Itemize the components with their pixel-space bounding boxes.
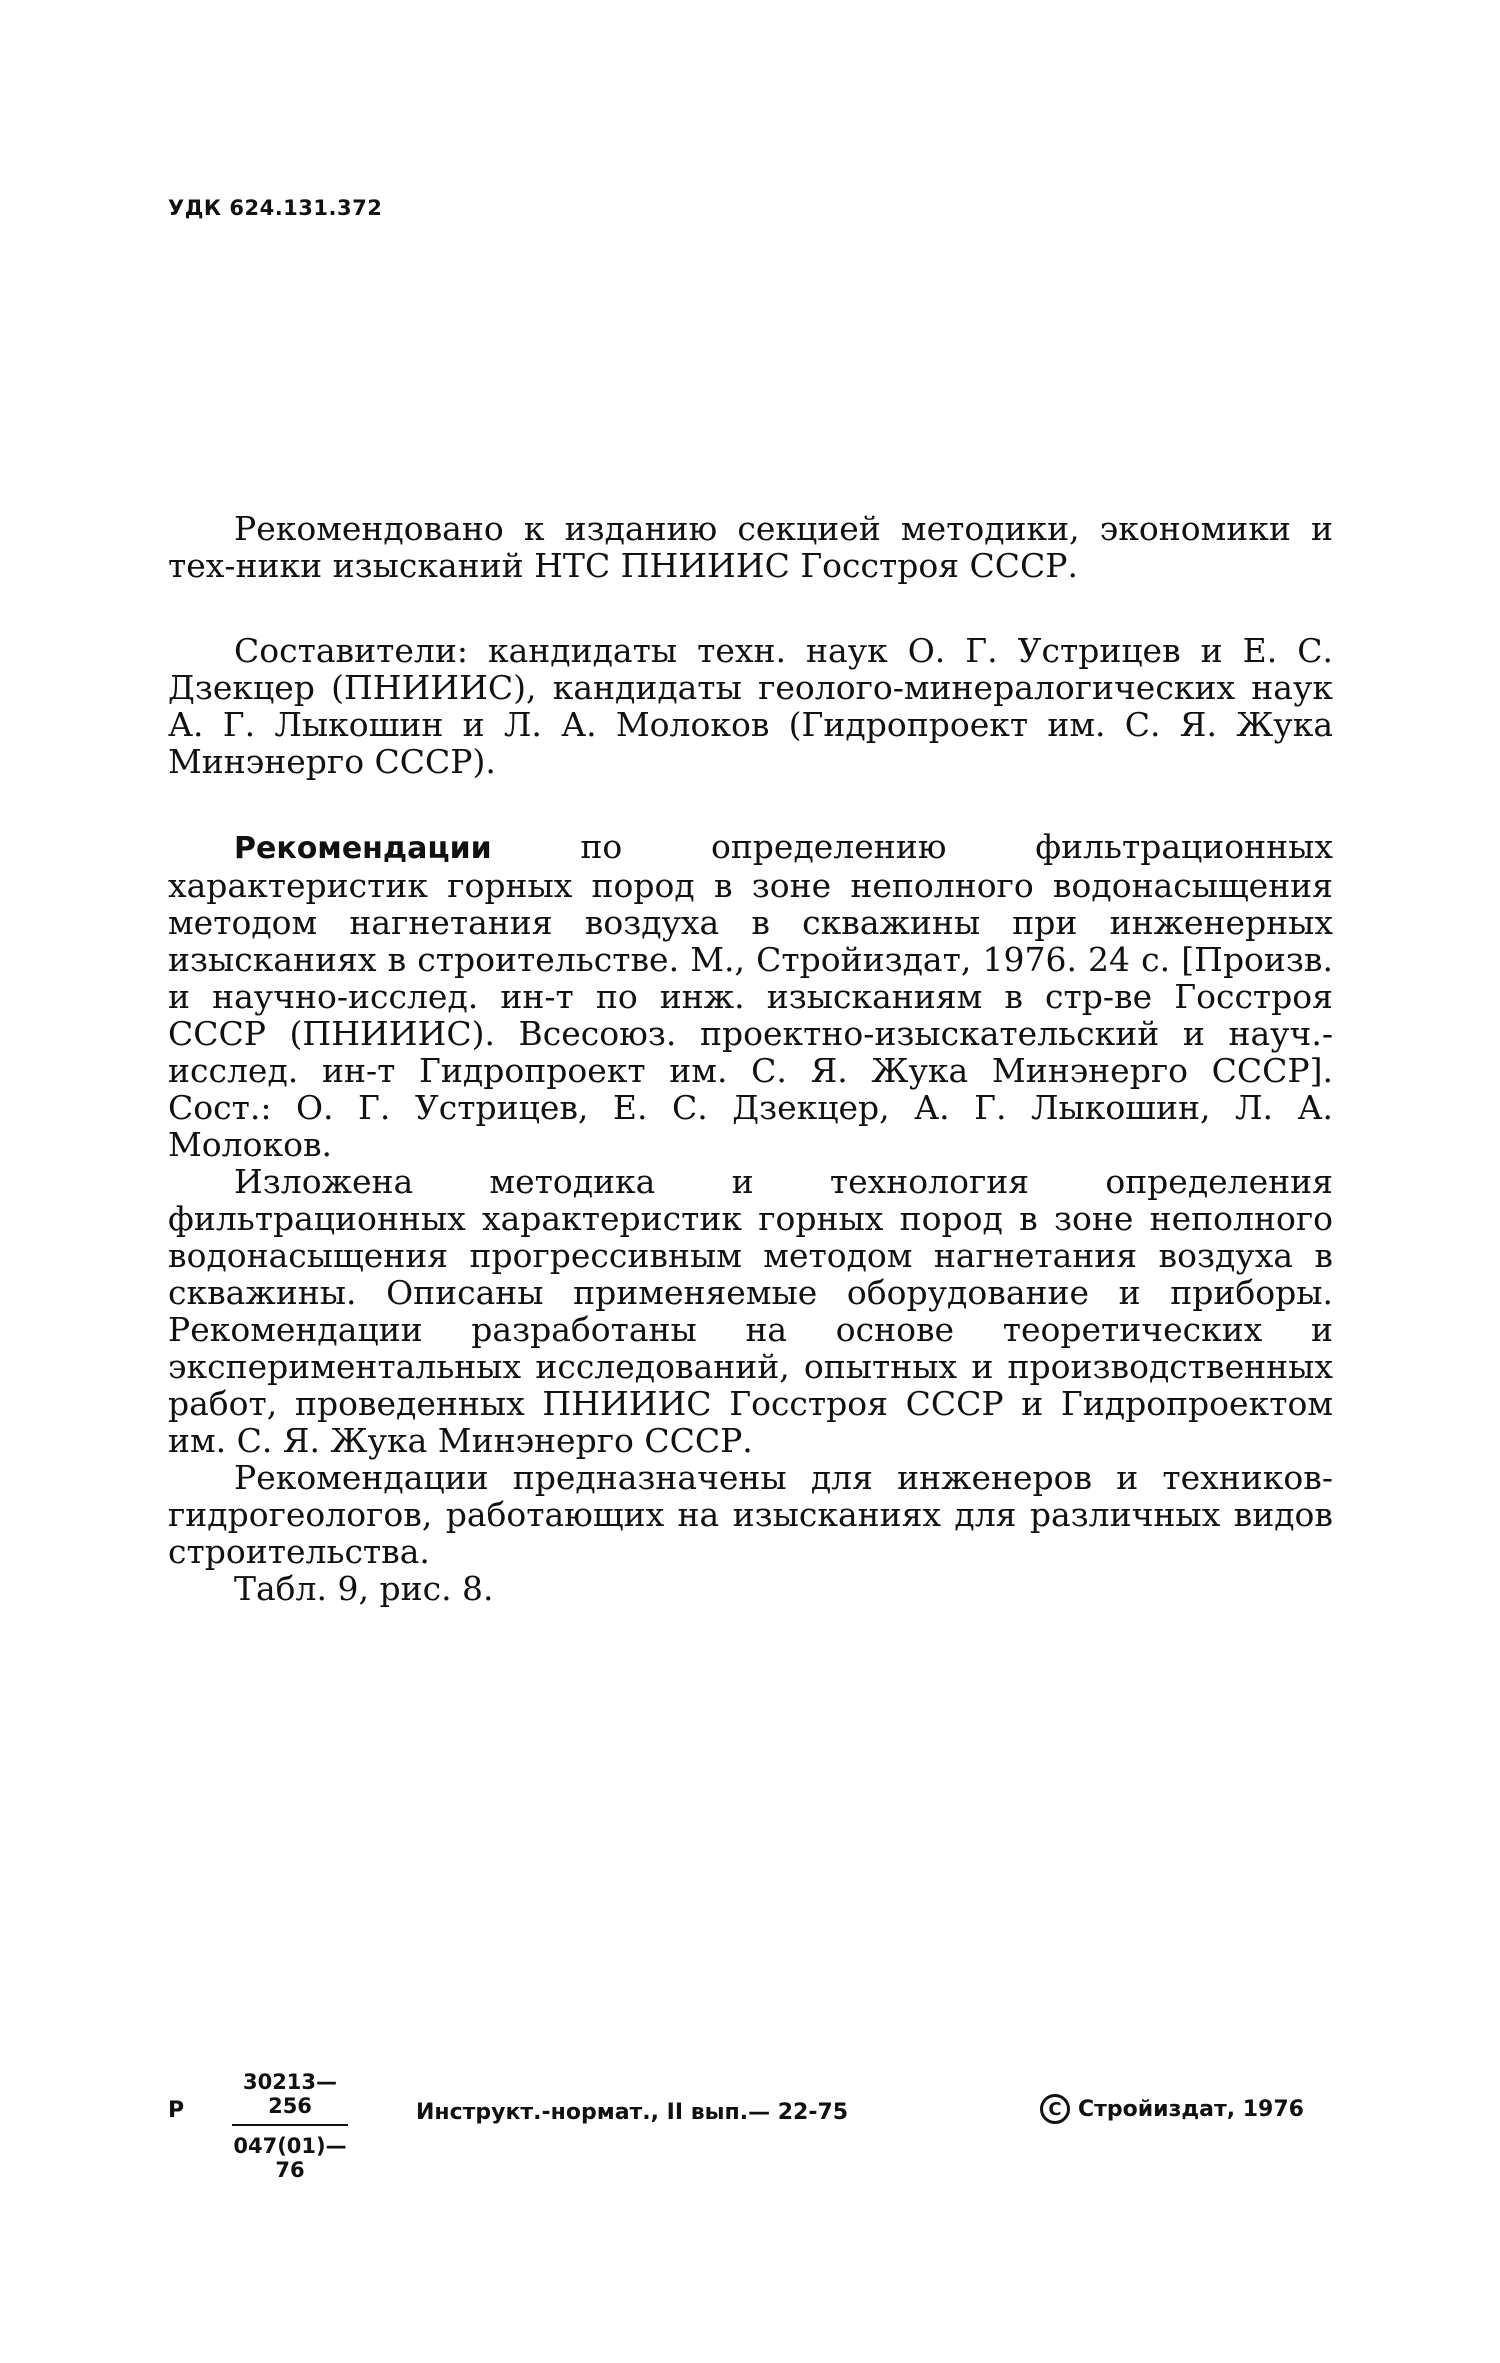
copyright [1040,2094,1304,2124]
biblio-rest: по определению фильтрационных характеристик горных пород в зоне неполного водонасыщения методом нагнетания воздуха в скважины при инженерных изысканиях в строительстве. М., Стройиздат, 1976. 24 с. [Произв. и научно-исслед. ин-т по инж. изысканиям в стр-ве Госстроя СССР (ПНИИИС). Всесоюз. проектно-изыскательский и науч.-исслед. ин-т Гидропроект им. С. Я. Жука Минэнерго СССР]. Сост.: О. Г. Устрицев, Е. С. Дзекцер, А. Г. Лыкошин, Л. А. Молоков. [168,827,1333,1164]
imprint-footer [168,2070,1338,2182]
imprint-numerator: 30213—256 [242,2070,338,2118]
copyright-icon: C [1040,2094,1070,2124]
imprint-letter: Р [168,2098,185,2123]
udk-code: УДК 624.131.372 [168,196,383,220]
biblio-lead: Рекомендации [234,831,492,866]
biblio-entry [168,828,1333,1163]
recommendation-text: Рекомендовано к изданию секцией методики, экономики и тех-ники изысканий НТС ПНИИИС Госстроя СССР. [168,509,1333,585]
tables-figures-count: Табл. 9, рис. 8. [234,1569,494,1608]
imprint-fraction [230,2070,350,2182]
instruction-reference: Инструкт.-нормат., II вып.— 22-75 [416,2100,849,2125]
imprint-denominator: 047(01)—76 [233,2134,347,2182]
bibliographic-description [168,828,1333,1607]
audience-text: Рекомендации предназначены для инженеров и техников-гидрогеологов, работающих на изысканиях для различных видов строительства. [168,1458,1333,1571]
abstract-text: Изложена методика и технология определения фильтрационных характеристик горных пород в зоне неполного водонасыщения прогрессивным методом нагнетания воздуха в скважины. Описаны применяемые оборудование и приборы. Рекомендации разработаны на основе теоретических и экспериментальных исследований, опытных и производственных работ, проведенных ПНИИИС Госстроя СССР и Гидропроектом им. С. Я. Жука Минэнерго СССР. [168,1162,1333,1460]
compilers-text: Составители: кандидаты техн. наук О. Г. Устрицев и Е. С. Дзекцер (ПНИИИС), кандидаты геолого-минералогических наук А. Г. Лыкошин и Л. А. Молоков (Гидропроект им. С. Я. Жука Минэнерго СССР). [168,631,1333,781]
compilers-section [168,632,1333,780]
recommendation-note [168,510,1333,584]
publisher-name: Стройиздат, 1976 [1078,2096,1304,2122]
